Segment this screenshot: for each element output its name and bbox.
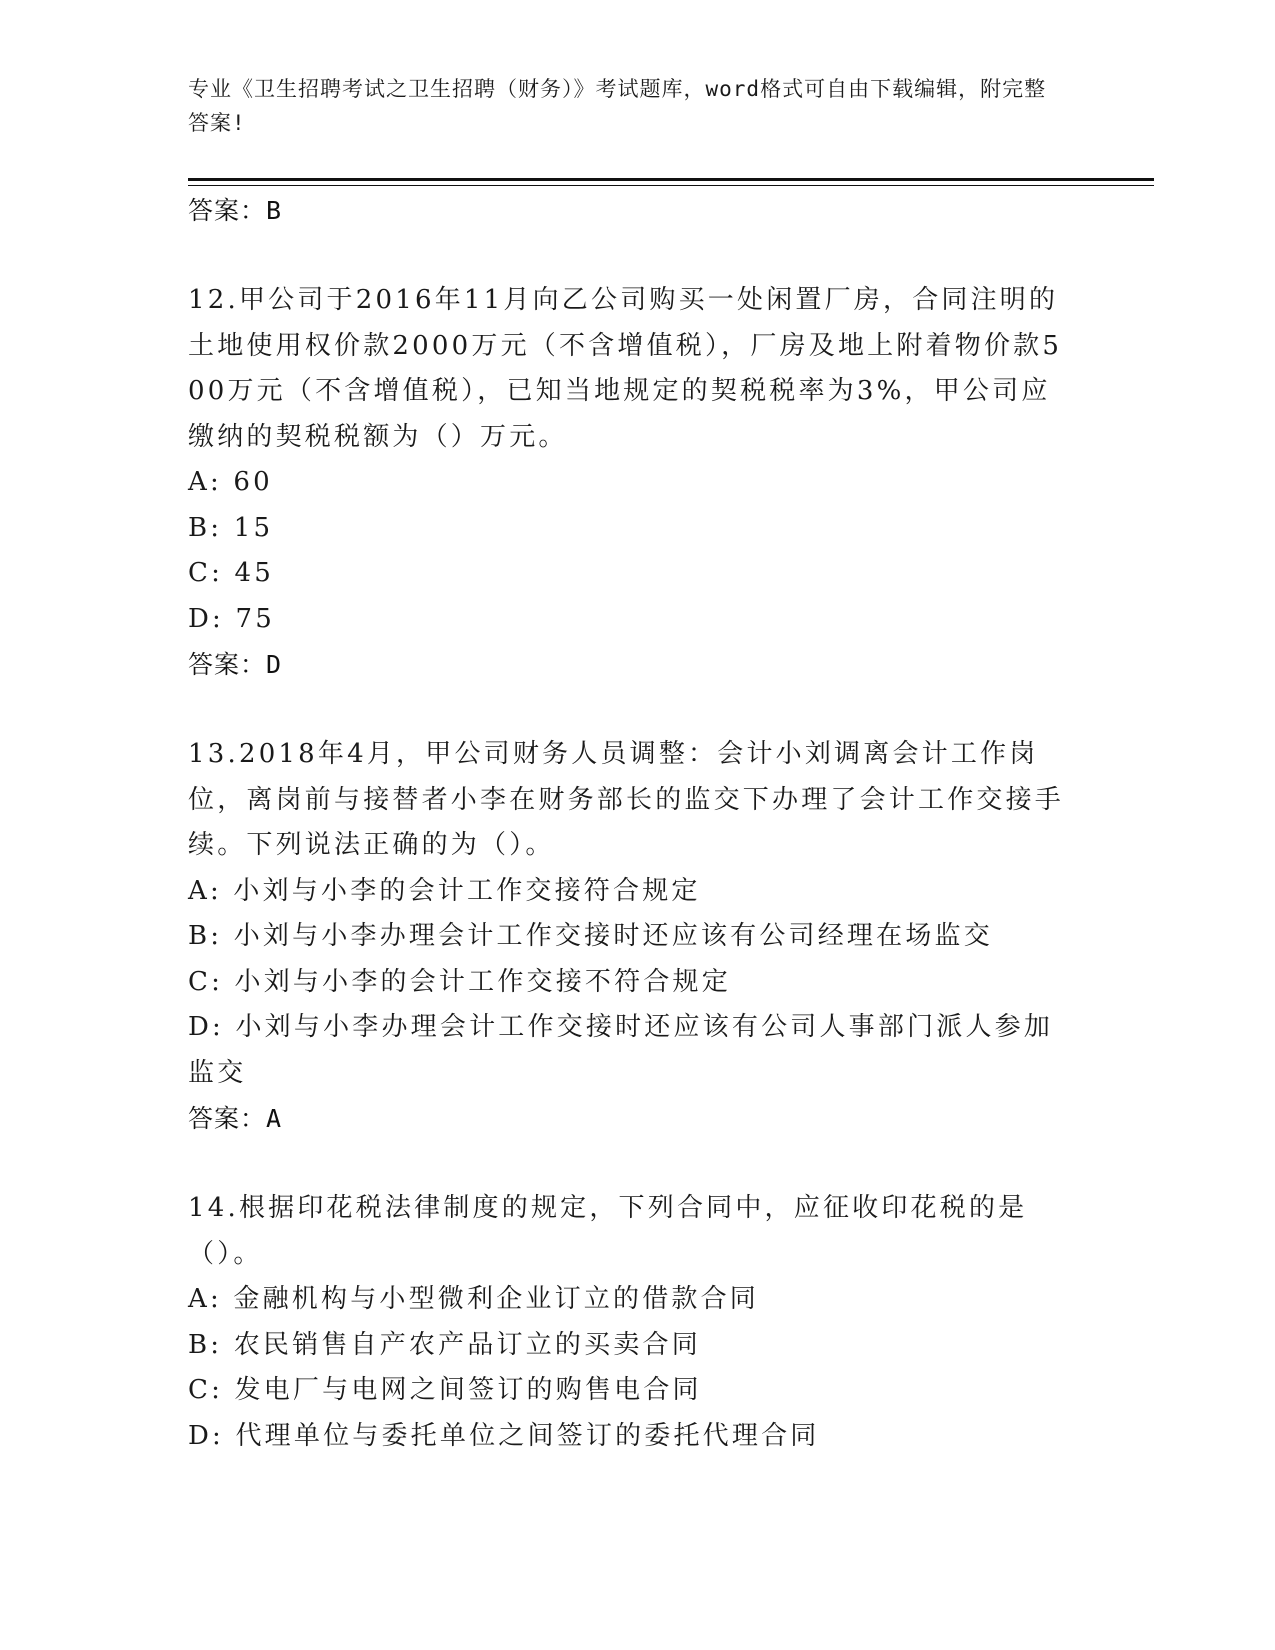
option-c: C: 发电厂与电网之间签订的购售电合同 (188, 1375, 702, 1405)
option-b: B: 15 (188, 512, 274, 543)
option-d: D: 小刘与小李办理会计工作交接时还应该有公司人事部门派人参加监交 (188, 1012, 1054, 1088)
previous-answer: 答案：B (188, 196, 283, 225)
question-stem: 14.根据印花税法律制度的规定，下列合同中，应征收印花税的是（）。 (188, 1193, 1028, 1269)
question-stem: 12.甲公司于2016年11月向乙公司购买一处闲置厂房，合同注明的土地使用权价款2000万元（不含增值税），厂房及地上附着物价款500万元（不含增值税），已知当地规定的契税税率为3%，甲公司应缴纳的契税税额为（）万元。 (188, 285, 1063, 452)
page-header: 专业《卫生招聘考试之卫生招聘（财务）》考试题库，word格式可自由下载编辑，附完整答案! (188, 77, 1047, 135)
option-a: A: 金融机构与小型微利企业订立的借款合同 (188, 1284, 760, 1314)
question-stem: 13.2018年4月，甲公司财务人员调整：会计小刘调离会计工作岗位，离岗前与接替者小李在财务部长的监交下办理了会计工作交接手续。下列说法正确的为（）。 (188, 739, 1065, 860)
option-a: A: 60 (188, 467, 273, 497)
option-d: D: 代理单位与委托单位之间签订的委托代理合同 (188, 1420, 820, 1451)
answer-line: 答案：A (188, 1104, 283, 1133)
question-block (188, 1186, 1088, 1459)
spacer (188, 234, 1088, 278)
question-block (188, 278, 1088, 688)
option-b: B: 农民销售自产农产品订立的买卖合同 (188, 1329, 701, 1360)
option-c: C: 小刘与小李的会计工作交接不符合规定 (188, 966, 731, 997)
answer-line: 答案：D (188, 650, 283, 679)
option-a: A: 小刘与小李的会计工作交接符合规定 (188, 875, 701, 906)
option-d: D: 75 (188, 603, 275, 634)
document-body (188, 188, 1088, 1459)
question-block (188, 732, 1088, 1142)
header-divider-thin (188, 185, 1154, 186)
header-divider-thick (188, 178, 1154, 181)
spacer (188, 1142, 1088, 1186)
option-b: B: 小刘与小李办理会计工作交接时还应该有公司经理在场监交 (188, 921, 993, 951)
spacer (188, 688, 1088, 732)
option-c: C: 45 (188, 558, 275, 588)
